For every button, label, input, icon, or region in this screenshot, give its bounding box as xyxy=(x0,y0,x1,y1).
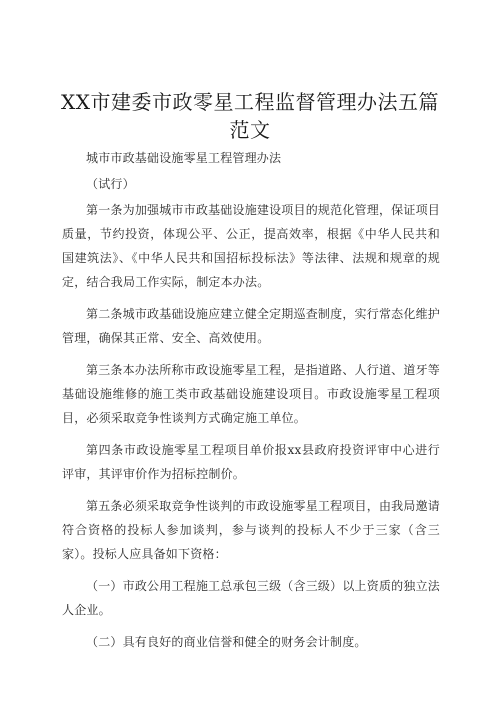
qualification-2: （二）具有良好的商业信誉和健全的财务会计制度。 xyxy=(86,635,367,649)
article-4: 第四条市政设施零星工程项目单价报xx县政府投资评审中心进行评审，其评审价作为招标控制价。 xyxy=(62,443,440,481)
document-body xyxy=(62,146,440,662)
article-2: 第二条城市政基础设施应建立健全定期巡查制度，实行常态化维护管理，确保其正常、安全、高效使用。 xyxy=(62,307,440,345)
article-1: 第一条为加强城市市政基础设施建设项目的规范化管理，保证项目质量，节约投资，体现公平、公正，提高效率，根据《中华人民共和国建筑法》、《中华人民共和国招标投标法》等法律、法规和规章的规定，结合我局工作实际，制定本办法。 xyxy=(62,203,440,289)
subtitle: 城市市政基础设施零星工程管理办法 xyxy=(86,151,282,165)
article-5: 第五条必须采取竞争性谈判的市政设施零星工程项目，由我局邀请符合资格的投标人参加谈判，参与谈判的投标人不少于三家（含三家）。投标人应具备如下资格： xyxy=(62,499,440,561)
article-3: 第三条本办法所称市政设施零星工程，是指道路、人行道、道牙等基础设施维修的施工类市政基础设施建设项目。市政设施零星工程项目，必须采取竞争性谈判方式确定施工单位。 xyxy=(62,363,440,425)
qualification-1: （一）市政公用工程施工总承包三级（含三级）以上资质的独立法人企业。 xyxy=(62,579,440,617)
document-title: XX市建委市政零星工程监督管理办法五篇范文 xyxy=(61,90,439,142)
trial-note: （试行） xyxy=(86,177,135,191)
